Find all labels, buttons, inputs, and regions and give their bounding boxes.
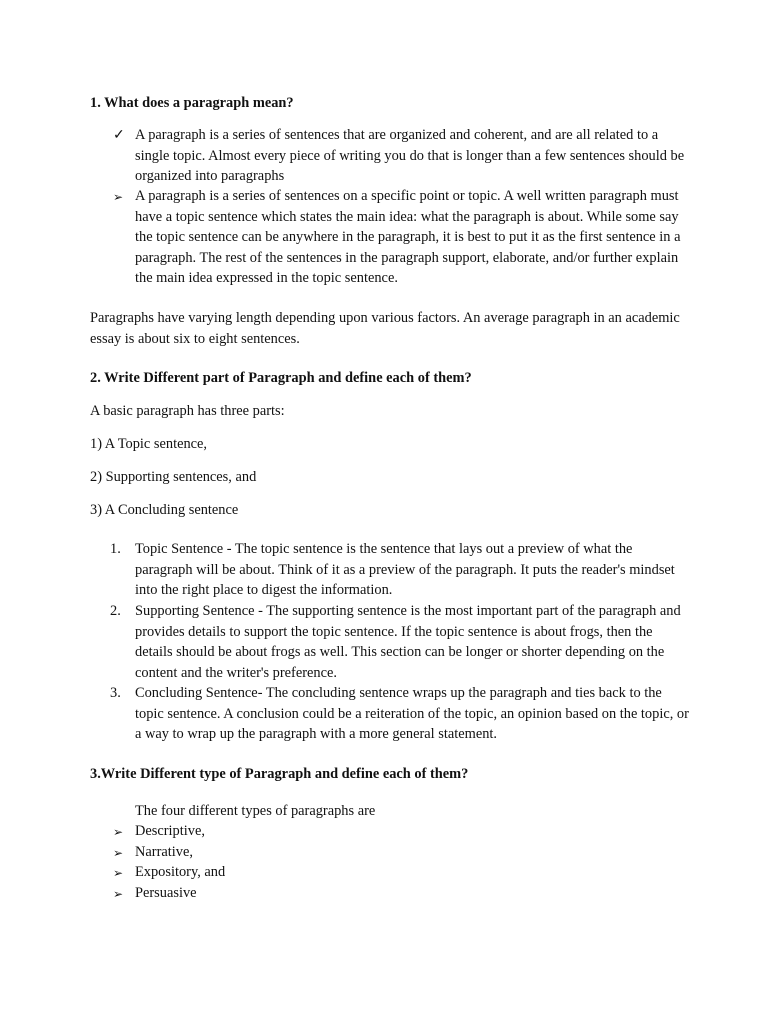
concluding-sentence-definition: Concluding Sentence- The concluding sentence wraps up the paragraph and ties back to the topic sentence. A conclusion could be a reiteration of the topic, an opinion based on the topic, or a way to wrap up the paragraph with a more general statement. — [135, 685, 689, 742]
definition-item-2: A paragraph is a series of sentences on a specific point or topic. A well written paragraph must have a topic sentence which states the main idea: what the paragraph is about. While some say the topic sentence can be anywhere in the paragraph, it is best to put it as the first sentence in a paragraph. The rest of the sentences in the paragraph support, elaborate, and/or further explain the main idea expressed in the topic sentence. — [135, 188, 681, 286]
paragraph-type-item: Persuasive — [135, 885, 197, 901]
checkmark-icon: ✓ — [113, 128, 125, 143]
question-1-heading: 1. What does a paragraph mean? — [90, 95, 294, 111]
paragraph-length-note: Paragraphs have varying length depending upon various factors. An average paragraph in an academic essay is about six to eight sentences. — [90, 310, 680, 347]
types-intro: The four different types of paragraphs are — [135, 803, 376, 819]
parts-intro: A basic paragraph has three parts: — [90, 403, 285, 419]
supporting-sentence-definition: Supporting Sentence - The supporting sentence is the most important part of the paragraph and provides details to support the topic sentence. If the topic sentence is about frogs, then the details should be about frogs as well. This section can be longer or shorter depending on the content and the writer's preference. — [135, 603, 681, 681]
definition-item-1: A paragraph is a series of sentences that are organized and coherent, and are all related to a single topic. Almost every piece of writing you do that is longer than a few sentences should be organized into paragraphs — [135, 127, 685, 184]
part-item: 1) A Topic sentence, — [90, 436, 208, 452]
paragraph-type-item: Descriptive, — [135, 823, 205, 839]
arrow-bullet-icon: ➢ — [113, 190, 124, 204]
part-item: 2) Supporting sentences, and — [90, 469, 257, 485]
paragraph-type-item: Narrative, — [135, 844, 193, 860]
part-item: 3) A Concluding sentence — [90, 502, 239, 518]
arrow-bullet-icon: ➢ — [113, 887, 124, 901]
list-number: 2. — [110, 603, 121, 619]
question-2-heading: 2. Write Different part of Paragraph and define each of them? — [90, 370, 472, 386]
paragraph-type-item: Expository, and — [135, 864, 226, 880]
list-number: 1. — [110, 541, 121, 557]
list-number: 3. — [110, 685, 121, 701]
arrow-bullet-icon: ➢ — [113, 866, 124, 880]
arrow-bullet-icon: ➢ — [113, 846, 124, 860]
question-3-heading: 3.Write Different type of Paragraph and define each of them? — [90, 766, 469, 782]
topic-sentence-definition: Topic Sentence - The topic sentence is the sentence that lays out a preview of what the paragraph will be about. Think of it as a preview of the paragraph. It puts the reader's mindset into the right place to digest the information. — [135, 541, 675, 598]
arrow-bullet-icon: ➢ — [113, 825, 124, 839]
